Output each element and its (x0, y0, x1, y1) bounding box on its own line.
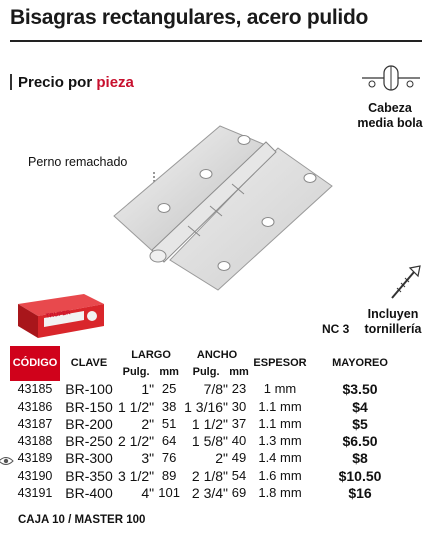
cell-codigo: 43187 (17, 416, 53, 431)
cell-mayoreo: $8 (352, 450, 368, 467)
incluyen-line2: tornillería (364, 322, 422, 336)
cell-ancho-mm: 37 (231, 415, 247, 431)
cell-espesor: 1 mm (263, 381, 297, 397)
cell-ancho-mm: 54 (231, 467, 247, 483)
table-row (10, 381, 410, 398)
header-largo-pulg: Pulg. (122, 365, 150, 378)
table-row (10, 467, 410, 484)
cell-espesor: 1.1 mm (258, 398, 302, 414)
caja-master-label: CAJA 10 / MASTER 100 (18, 514, 146, 526)
cell-mayoreo: $10.50 (338, 467, 382, 484)
table-row (10, 398, 410, 415)
cell-ancho-pulg: 1 3/16" (184, 398, 229, 415)
header-ancho-pulg: Pulg. (192, 365, 220, 378)
cell-largo-pulg: 3 1/2" (118, 467, 155, 484)
table-header-row (10, 346, 410, 363)
cell-codigo: 43188 (17, 434, 53, 449)
title-divider (10, 40, 422, 42)
cell-largo-mm: 38 (161, 398, 177, 414)
cabeza-line2: media bola (357, 116, 423, 130)
header-mayoreo: MAYOREO (332, 357, 388, 370)
header-clave: CLAVE (70, 357, 108, 370)
cell-ancho-pulg: 2 1/8" (191, 467, 229, 484)
header-ancho-mm: mm (229, 365, 249, 378)
hinge-diagram-icon (360, 64, 422, 98)
cell-largo-pulg: 2 1/2" (118, 433, 155, 450)
cell-mayoreo: $6.50 (342, 433, 378, 450)
nc-label: NC 3 (322, 322, 350, 336)
cell-ancho-mm: 69 (231, 485, 247, 501)
cell-espesor: 1.3 mm (258, 433, 302, 449)
cell-largo-mm: 25 (161, 381, 177, 397)
cell-ancho-pulg: 1 5/8" (191, 433, 229, 450)
incluyen-line1: Incluyen (367, 307, 419, 321)
cell-ancho-mm: 30 (231, 398, 247, 414)
table-row (10, 432, 410, 449)
cell-mayoreo: $5 (352, 415, 368, 432)
incluyen-label (356, 307, 430, 337)
price-unit: pieza (96, 74, 134, 91)
hinge-image (110, 118, 340, 293)
cell-clave: BR-350 (65, 467, 113, 484)
table-row (10, 484, 410, 501)
cell-clave: BR-100 (65, 381, 113, 398)
header-codigo: CÓDIGO (10, 346, 60, 381)
header-ancho: ANCHO (196, 348, 238, 361)
cabeza-label (352, 101, 428, 131)
cell-clave: BR-150 (65, 398, 113, 415)
cell-mayoreo: $4 (352, 398, 368, 415)
cell-largo-mm: 64 (161, 433, 177, 449)
cabeza-line1: Cabeza (368, 101, 412, 115)
price-label (10, 74, 134, 91)
cell-espesor: 1.1 mm (258, 415, 302, 431)
page-title: Bisagras rectangulares, acero pulido (10, 6, 369, 29)
cell-largo-pulg: 4" (141, 485, 155, 502)
cell-largo-pulg: 2" (141, 415, 155, 432)
cell-ancho-pulg: 7/8" (203, 381, 229, 398)
cell-espesor: 1.4 mm (258, 450, 302, 466)
cell-clave: BR-200 (65, 415, 113, 432)
cell-ancho-mm: 40 (231, 433, 247, 449)
table-row (10, 415, 410, 432)
cell-largo-mm: 51 (161, 415, 177, 431)
cell-largo-pulg: 1 1/2" (118, 398, 155, 415)
cell-clave: BR-400 (65, 485, 113, 502)
cell-clave: BR-300 (65, 450, 113, 467)
cell-ancho-mm: 23 (231, 381, 247, 397)
cell-codigo: 43185 (17, 382, 53, 397)
price-bar (10, 74, 12, 90)
perno-label: Perno remachado (28, 155, 128, 169)
product-table (10, 346, 410, 502)
cell-espesor: 1.8 mm (258, 485, 302, 501)
cell-codigo: 43191 (17, 486, 53, 501)
box-brand: TRUPER (45, 310, 71, 320)
cell-largo-pulg: 1" (141, 381, 155, 398)
cell-ancho-mm: 49 (231, 450, 247, 466)
cell-ancho-pulg: 2" (215, 450, 229, 467)
cell-ancho-pulg: 1 1/2" (191, 415, 229, 432)
screw-icon (388, 262, 424, 302)
cell-largo-mm: 76 (161, 450, 177, 466)
cell-largo-mm: 89 (161, 467, 177, 483)
cell-mayoreo: $16 (348, 485, 372, 502)
cell-clave: BR-250 (65, 433, 113, 450)
cell-espesor: 1.6 mm (258, 467, 302, 483)
table-row (10, 450, 410, 467)
header-largo: LARGO (131, 348, 171, 361)
header-largo-mm: mm (159, 365, 179, 378)
cell-codigo: 43190 (17, 468, 53, 483)
cell-codigo: 43186 (17, 399, 53, 414)
price-prefix: Precio por (18, 74, 93, 91)
cell-mayoreo: $3.50 (342, 381, 378, 398)
cell-codigo: 43189 (17, 451, 53, 466)
cell-ancho-pulg: 2 3/4" (191, 485, 229, 502)
cell-largo-pulg: 3" (141, 450, 155, 467)
cell-largo-mm: 101 (158, 485, 180, 501)
header-espesor: ESPESOR (253, 357, 307, 370)
